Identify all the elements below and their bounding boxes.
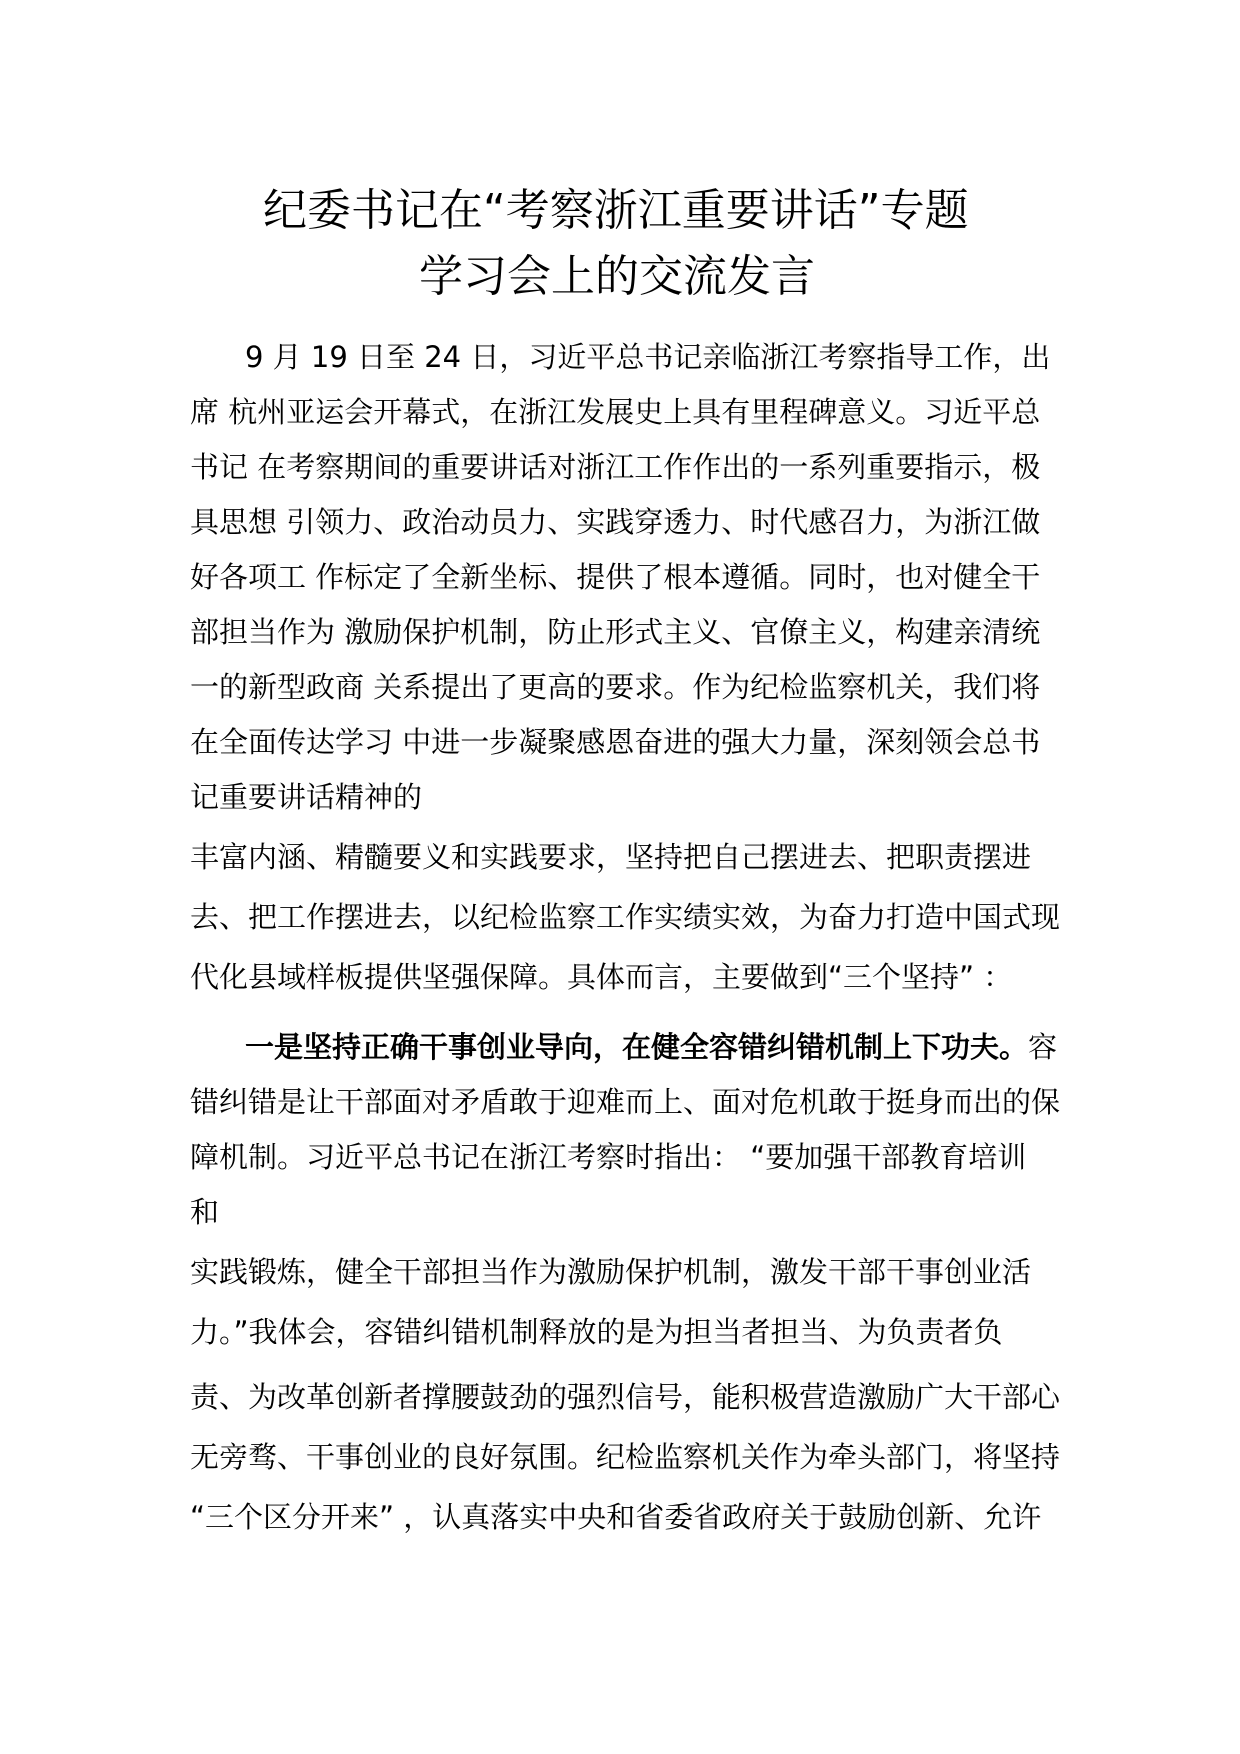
- paragraph-line: 和: [190, 1195, 220, 1229]
- paragraph-line: 障机制。习近平总书记在浙江考察时指出： “要加强干部教育培训: [190, 1140, 1027, 1174]
- paragraph-line: 在全面传达学习 中进一步凝聚感恩奋进的强大力量，深刻领会总书: [190, 725, 1041, 759]
- paragraph-line: 力。”我体会，容错纠错机制释放的是为担当者担当、为负责者负: [190, 1315, 1003, 1349]
- paragraph-line: “三个区分开来” ，认真落实中央和省委省政府关于鼓励创新、允许: [190, 1500, 1042, 1534]
- section-1-first-tail: 容: [1028, 1030, 1058, 1064]
- paragraph-line: 9 月 19 日至 24 日，习近平总书记亲临浙江考察指导工作，出: [245, 340, 1051, 374]
- paragraph-line: 一的新型政商 关系提出了更高的要求。作为纪检监察机关，我们将: [190, 670, 1041, 704]
- paragraph-line: 去、把工作摆进去，以纪检监察工作实绩实效，为奋力打造中国式现: [190, 900, 1061, 934]
- paragraph-line: 实践锻炼，健全干部担当作为激励保护机制，激发干部干事创业活: [190, 1255, 1032, 1289]
- paragraph-line: 丰富内涵、精髓要义和实践要求，坚持把自己摆进去、把职责摆进: [190, 840, 1032, 874]
- paragraph-line: 席 杭州亚运会开幕式，在浙江发展史上具有里程碑意义。习近平总: [190, 395, 1041, 429]
- section-1-first-line: [245, 1030, 1058, 1064]
- paragraph-line: 无旁骛、干事创业的良好氛围。纪检监察机关作为牵头部门，将坚持: [190, 1440, 1061, 1474]
- paragraph-line: 错纠错是让干部面对矛盾敢于迎难而上、面对危机敢于挺身而出的保: [190, 1085, 1061, 1119]
- paragraph-line: 具思想 引领力、政治动员力、实践穿透力、时代感召力，为浙江做: [190, 505, 1041, 539]
- document-title-line-2: 学习会上的交流发言: [419, 251, 815, 302]
- paragraph-line: 代化县域样板提供坚强保障。具体而言，主要做到“三个坚持” ：: [190, 960, 1013, 994]
- paragraph-line: 书记 在考察期间的重要讲话对浙江工作作出的一系列重要指示，极: [190, 450, 1041, 484]
- document-title-line-1: 纪委书记在“考察浙江重要讲话”专题: [263, 185, 969, 236]
- paragraph-line: 好各项工 作标定了全新坐标、提供了根本遵循。同时，也对健全干: [190, 560, 1041, 594]
- paragraph-line: 记重要讲话精神的: [190, 780, 423, 814]
- section-1-heading: 一是坚持正确干事创业导向，在健全容错纠错机制上下功夫。: [245, 1030, 1029, 1064]
- paragraph-line: 部担当作为 激励保护机制，防止形式主义、官僚主义，构建亲清统: [190, 615, 1041, 649]
- paragraph-line: 责、为改革创新者撑腰鼓劲的强烈信号，能积极营造激励广大干部心: [190, 1380, 1061, 1414]
